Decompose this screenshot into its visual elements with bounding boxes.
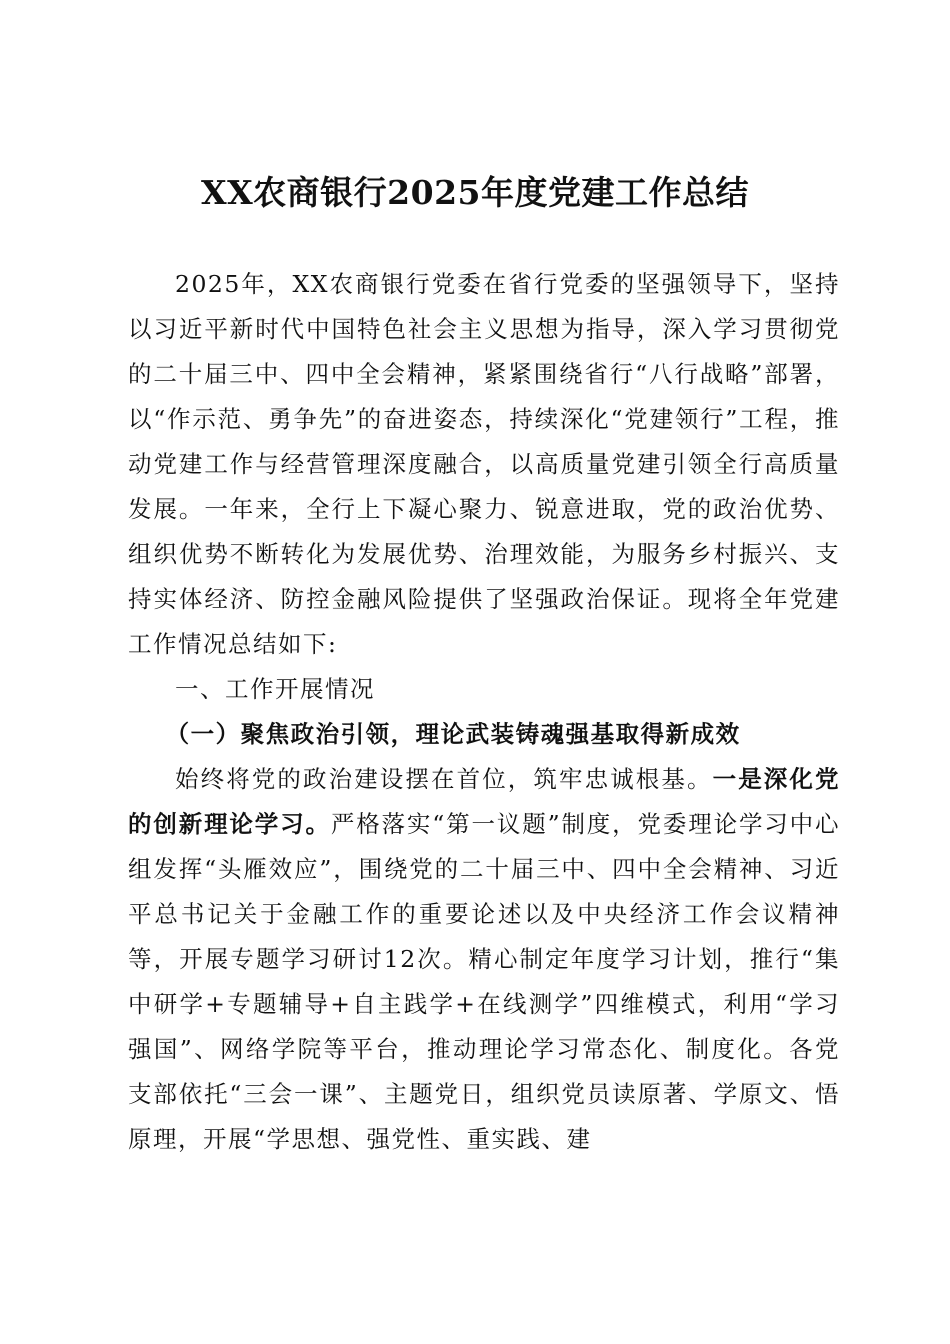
paragraph-rest: 严格落实“第一议题”制度，党委理论学习中心组发挥“头雁效应”，围绕党的二十届三中、四中全会精神、习近平总书记关于金融工作的重要论述以及中央经济工作会议精神等，开展专题学习研讨12次。精心制定年度学习计划，推行“集中研学+专题辅导+自主践学+在线测学”四维模式，利用“学习强国”、网络学院等平台，推动理论学习常态化、制度化。各党支部依托“三会一课”、主题党日，组织党员读原著、学原文、悟原理，开展“学思想、强党性、重实践、建 [128,810,841,1153]
lead-label: 一是深化党的创新理论学习。 [128,765,841,838]
document-title: XX农商银行2025年度党建工作总结 [200,173,750,212]
paragraph-start: 始终将党的政治建设摆在首位，筑牢忠诚根基。 [175,765,713,793]
intro-paragraph: 2025年，XX农商银行党委在省行党委的坚强领导下，坚持以习近平新时代中国特色社会主义思想为指导，深入学习贯彻党的二十届三中、四中全会精神，紧紧围绕省行“八行战略”部署，以“作示范、勇争先”的奋进姿态，持续深化“党建领行”工程，推动党建工作与经营管理深度融合，以高质量党建引领全行高质量发展。一年来，全行上下凝心聚力、锐意进取，党的政治优势、组织优势不断转化为发展优势、治理效能，为服务乡村振兴、支持实体经济、防控金融风险提供了坚强政治保证。现将全年党建工作情况总结如下: [128,270,840,658]
subsection-paragraph [128,757,840,1162]
document-body [128,262,840,1162]
section-heading: 一、工作开展情况 [175,675,375,703]
subsection-heading: （一）聚焦政治引领，理论武装铸魂强基取得新成效 [165,720,741,748]
